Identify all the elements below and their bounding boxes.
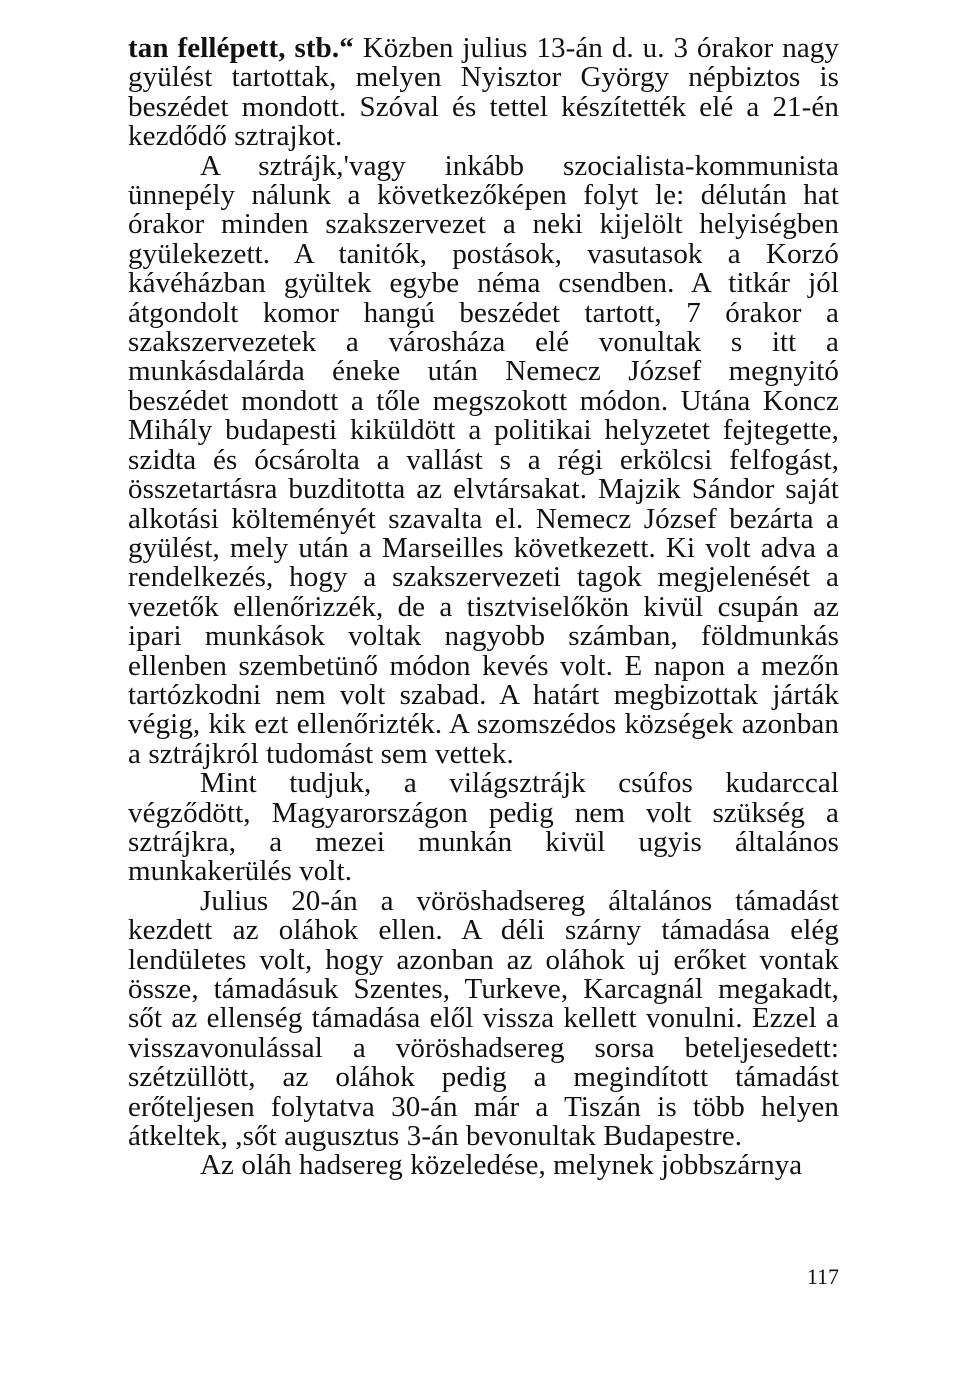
paragraph-text: Mint tudjuk, a világsztrájk csúfos kudarccal végződött, Magyarországon pedig nem volt szükség a sztrájkra, a mezei munkán kivül ugyis általános munkakerülés volt. bbox=[128, 767, 839, 888]
paragraph-2 bbox=[128, 149, 839, 770]
paragraph-3 bbox=[128, 769, 839, 887]
paragraph-text: Az oláh hadsereg közeledése, melynek jobbszárnya bbox=[200, 1149, 803, 1182]
paragraph-1 bbox=[128, 34, 839, 152]
page-body bbox=[128, 34, 839, 1344]
paragraph-text: Közben julius 13-án d. u. 3 órakor nagy gyülést tartottak, melyen Nyisztor György népbiztos is beszédet mondott. Szóval és tettel készítették elé a 21-én kezdődő sztrajkot. bbox=[128, 32, 840, 153]
paragraph-text: A sztrájk,'vagy inkább szocialista-kommunista ünnepély nálunk a következőképen folyt le: délután hat órakor minden szakszervezet a neki kijelölt helyiségben gyülekezett. A tanitók, postások, vasutasok a Korzó kávéházban gyültek egybe néma csendben. A titkár jól átgondolt komor hangú beszédet tartott, 7 órakor a szakszervezetek a városháza elé vonultak s itt a munkásdalárda éneke után Nemecz József megnyitó beszédet mondott a tőle megszokott módon. Utána Koncz Mihály budapesti kiküldött a politikai helyzetet fejtegette, szidta és ócsárolta a vallást s a régi erkölcsi felfogást, összetartásra buzditotta az elvtársakat. Majzik Sándor saját alkotási költeményét szavalta el. Nemecz József bezárta a gyülést, mely után a Marseilles következett. Ki volt adva a rendelkezés, hogy a szakszervezeti tagok megjelenését a vezetők ellenőrizzék, de a tisztviselőkön kivül csupán az ipari munkások voltak nagyobb számban, földmunkás ellenben szembetünő módon kevés volt. E napon a mezőn tartózkodni nem volt szabad. A határt megbizottak járták végig, kik ezt ellenőrizték. A szomszédos községek azonban a sztrájkról tudomást sem vettek. bbox=[128, 149, 839, 770]
paragraph-5 bbox=[128, 1151, 839, 1180]
page-number: 117 bbox=[806, 1264, 839, 1289]
paragraph-text: Julius 20-án a vöröshadsereg általános támadást kezdett az oláhok ellen. A déli szárny támadása elég lendületes volt, hogy azonban az oláhok uj erőket vontak össze, támadásuk Szentes, Turkeve, Karcagnál megakadt, sőt az ellenség támadása elől vissza kellett vonulni. Ezzel a visszavonulással a vöröshadsereg sorsa beteljesedett: szétzüllött, az oláhok pedig a megindított támadást erőteljesen folytatva 30-án már a Tiszán is több helyen átkeltek, ,sőt augusztus 3-án bevonultak Budapestre. bbox=[128, 884, 839, 1153]
paragraph-lead: tan fellépett, stb.“ bbox=[128, 32, 354, 64]
paragraph-4 bbox=[128, 884, 839, 1153]
